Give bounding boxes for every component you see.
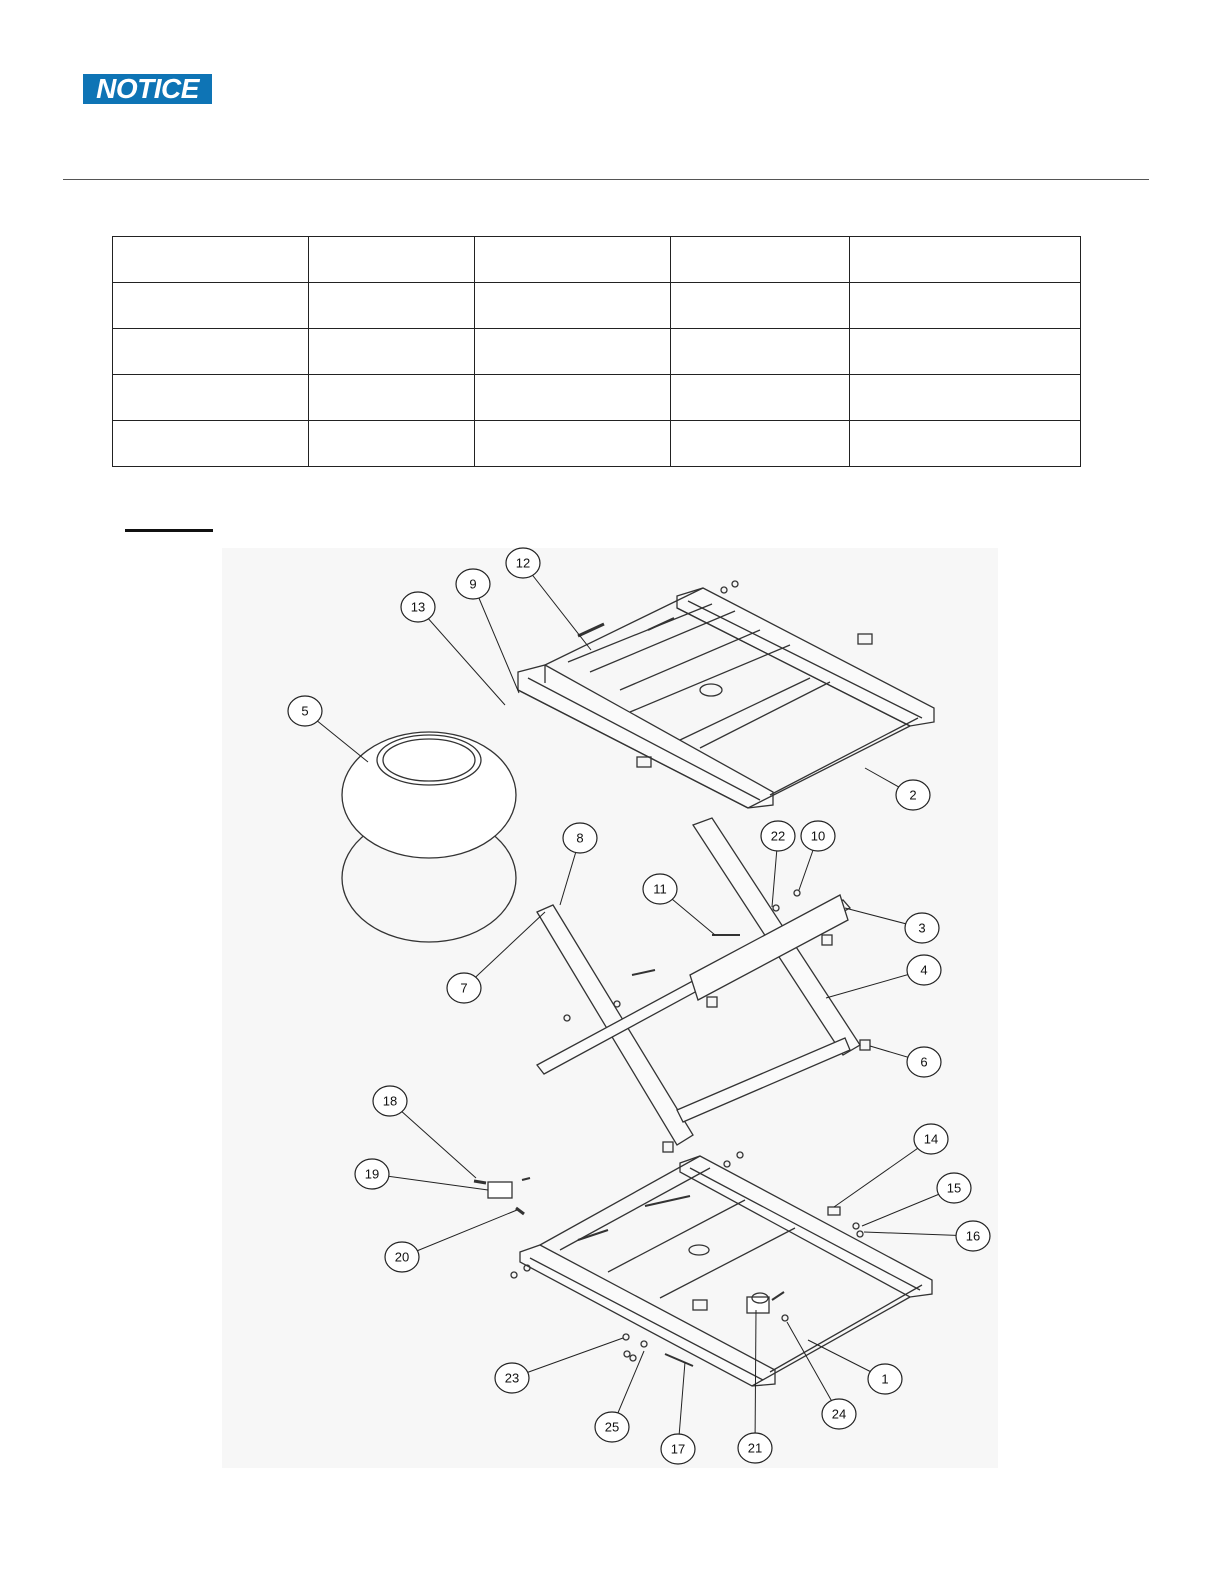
callout-4 xyxy=(907,955,941,985)
callout-label: 23 xyxy=(504,1370,520,1386)
callout-20 xyxy=(385,1242,419,1272)
callout-9 xyxy=(456,569,490,599)
callout-label: 5 xyxy=(301,703,309,719)
callout-label: 9 xyxy=(469,576,477,592)
callout-label: 20 xyxy=(394,1249,410,1265)
callout-label: 25 xyxy=(604,1419,620,1435)
callout-22 xyxy=(761,821,795,851)
callout-11 xyxy=(643,874,677,904)
callout-label: 8 xyxy=(576,830,584,846)
callout-label: 4 xyxy=(920,962,928,978)
callout-15 xyxy=(937,1173,971,1203)
callout-7 xyxy=(447,973,481,1003)
callout-2 xyxy=(896,780,930,810)
callout-label: 6 xyxy=(920,1054,928,1070)
callout-3 xyxy=(905,913,939,943)
callout-label: 7 xyxy=(460,980,468,996)
callout-12 xyxy=(506,548,540,578)
callout-label: 15 xyxy=(946,1180,962,1196)
callout-label: 18 xyxy=(382,1093,398,1109)
callout-21 xyxy=(738,1433,772,1463)
callout-label: 14 xyxy=(923,1131,939,1147)
callout-label: 3 xyxy=(918,920,926,936)
callout-label: 19 xyxy=(364,1166,380,1182)
callout-label: 1 xyxy=(881,1371,889,1387)
callout-label: 17 xyxy=(670,1441,686,1457)
callout-label: 12 xyxy=(515,555,531,571)
callout-label: 24 xyxy=(831,1406,847,1422)
callout-8 xyxy=(563,823,597,853)
callout-14 xyxy=(914,1124,948,1154)
callout-17 xyxy=(661,1434,695,1464)
callout-6 xyxy=(907,1047,941,1077)
callout-25 xyxy=(595,1412,629,1442)
callout-23 xyxy=(495,1363,529,1393)
callout-label: 22 xyxy=(770,828,786,844)
callout-16 xyxy=(956,1221,990,1251)
callout-label: 13 xyxy=(410,599,426,615)
callout-label: 2 xyxy=(909,787,917,803)
callout-label: 10 xyxy=(810,828,826,844)
callout-13 xyxy=(401,592,435,622)
callout-label: 11 xyxy=(653,881,667,897)
callout-24 xyxy=(822,1399,856,1429)
callout-label: 21 xyxy=(747,1440,763,1456)
callout-1 xyxy=(868,1364,902,1394)
callout-10 xyxy=(801,821,835,851)
callout-5 xyxy=(288,696,322,726)
callout-18 xyxy=(373,1086,407,1116)
callout-label: 16 xyxy=(965,1228,981,1244)
notice-badge: NOTICE xyxy=(83,74,212,104)
callout-19 xyxy=(355,1159,389,1189)
